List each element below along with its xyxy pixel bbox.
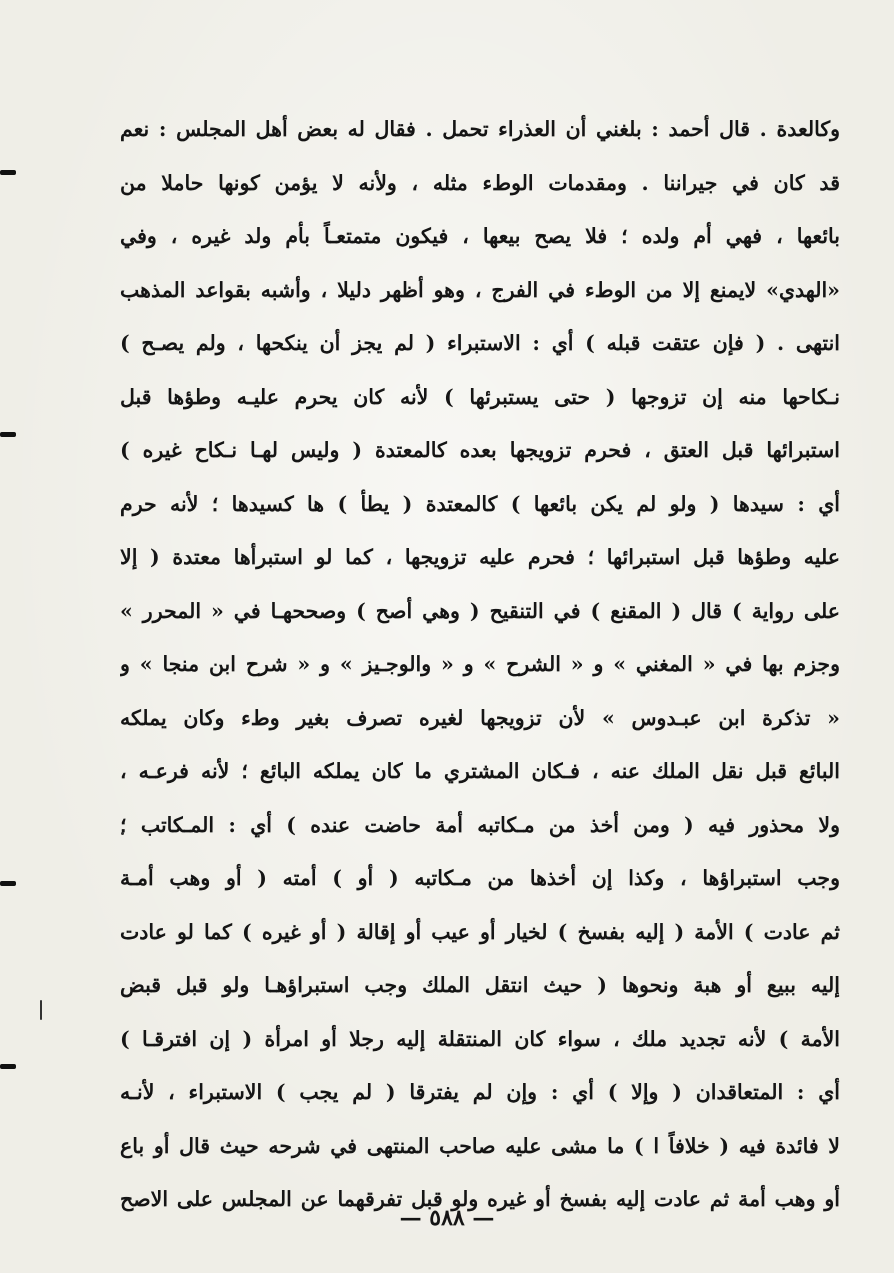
text-line: أي : المتعاقدان ( وإلا ) أي : وإن لم يفترقا ( لم يجب ) الاستبراء ، لأنـه: [120, 1080, 840, 1104]
text-line: « تذكرة ابن عبـدوس » لأن تزويجها لغيره تصرف بغير وطء وكان يملكه: [120, 705, 840, 730]
text-line: أي : سيدها ( ولو لم يكن بائعها ) كالمعتدة ( يطأ ) ها كسيدها ؛ لأنه حرم: [120, 491, 840, 516]
text-line: «الهدي» لايمنع إلا من الوطء في الفرج ، وهو أظهر دليلا ، وأشبه بقواعد المذهب: [120, 277, 840, 302]
binding-mark: [0, 432, 16, 437]
text-line: قد كان في جيراننا . ومقدمات الوطء مثله ، ولأنه لا يؤمن كونها حاملا من: [120, 170, 840, 195]
text-line: على رواية ) قال ( المقنع ) في التنقيح ( وهي أصح ) وصححهـا في « المحرر »: [120, 598, 840, 623]
text-line: استبرائها قبل العتق ، فحرم تزويجها بعده كالمعتدة ( وليس لهـا نـكاح غيره ): [120, 438, 840, 462]
scan-speck: [40, 1000, 42, 1020]
text-line: البائع قبل نقل الملك عنه ، فـكان المشتري ما كان يملكه البائع ؛ لأنه فرعـه ،: [120, 759, 840, 783]
body-text: [120, 103, 840, 1227]
text-line: وجزم بها في « المغني » و « الشرح » و « والوجـيز » و « شرح ابن منجا » و: [120, 652, 840, 676]
text-line: نـكاحها منه إن تزوجها ( حتى يستبرئها ) لأنه كان يحرم عليـه وطؤها قبل: [120, 384, 840, 409]
text-line: وكالعدة . قال أحمد : بلغني أن العذراء تحمل . فقال له بعض أهل المجلس : نعم: [120, 117, 840, 141]
text-line: وجب استبراؤها ، وكذا إن أخذها من مـكاتبه ( أو ) أمته ( أو وهب أمـة: [120, 866, 840, 890]
text-line: انتهى . ( فإن عتقت قبله ) أي : الاستبراء ( لم يجز أن ينكحها ، ولم يصـح ): [120, 331, 840, 355]
text-line: عليه وطؤها قبل استبرائها ؛ فحرم عليه تزويجها ، كما لو استبرأها معتدة ( إلا: [120, 545, 840, 569]
binding-mark: [0, 1064, 16, 1069]
page-number: — ٥٨٨ —: [399, 1205, 495, 1231]
text-line: لا فائدة فيه ( خلافاً ا ) ما مشى عليه صاحب المنتهى في شرحه حيث قال أو باع: [120, 1133, 840, 1158]
text-line: ثم عادت ) الأمة ( إليه بفسخ ) لخيار أو عيب أو إقالة ( أو غيره ) كما لو عادت: [120, 919, 840, 944]
text-line: ولا محذور فيه ( ومن أخذ من مـكاتبه أمة حاضت عنده ) أي : المـكاتب ؛: [120, 812, 840, 837]
binding-mark: [0, 170, 16, 175]
text-line: أو وهب أمة ثم عادت إليه بفسخ أو غيره ولو قبل تفرقهما عن المجلس على الاصح: [120, 1187, 840, 1211]
binding-mark: [0, 881, 16, 886]
text-line: بائعها ، فهي أم ولده ؛ فلا يصح بيعها ، فيكون متمتعـاً بأم ولد غيره ، وفي: [120, 224, 840, 248]
text-line: إليه ببيع أو هبة ونحوها ( حيث انتقل الملك وجب استبراؤهـا ولو قبل قبض: [120, 973, 840, 997]
text-line: الأمة ) لأنه تجديد ملك ، سواء كان المنتقلة إليه رجلا أو امرأة ( إن افترقـا ): [120, 1026, 840, 1051]
